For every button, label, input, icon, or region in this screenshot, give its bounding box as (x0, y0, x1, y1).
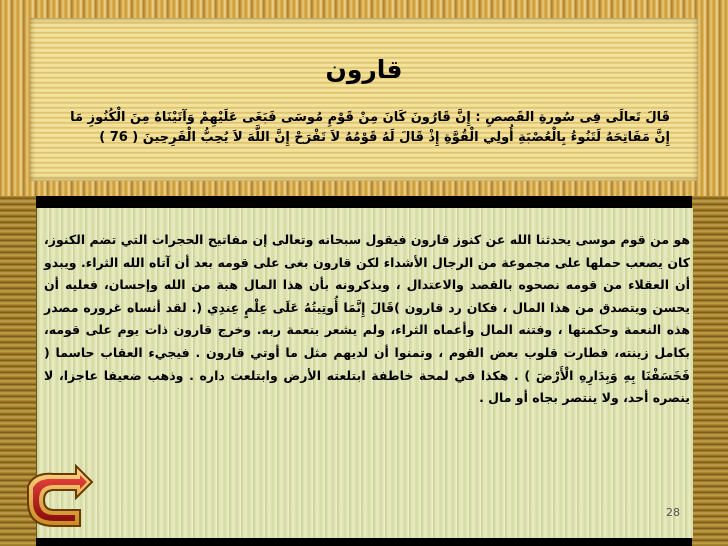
title-panel (30, 18, 698, 181)
slide-title: قارون (325, 55, 403, 84)
title-frame (0, 0, 728, 196)
quran-verse: قَالَ تَعالَى فِى سُورةِ القَصصِ : إِنَّ قَارُونَ كَانَ مِنْ قَوْمِ مُوسَى فَبَغَى عَلَيْهِمْ وَآتَيْنَاهُ مِنَ الْكُنُوزِ مَا إِنَّ مَفَاتِحَهُ لَتَنُوءُ بِالْعُصْبَةِ أُولِي الْقُوَّةِ إِذْ قَالَ لَهُ قَوْمُهُ لاَ تَفْرَحْ إِنَّ اللَّهَ لاَ يُحِبُّ الْفَرِحِينَ ( 76 ) (70, 110, 670, 145)
page-number: 28 (666, 506, 680, 519)
curved-return-arrow-icon[interactable] (20, 464, 94, 536)
right-decorative-bar (692, 196, 728, 546)
story-paragraph: هو من قوم موسى يحدثنا الله عن كنوز قارون فيقول سبحانه وتعالى إن مفاتيح الحجرات التي تضم الكنوز، كان يصعب حملها على مجموعة من الرجال الأشداء لكن قارون بغى على قومه بعد أن آتاه الله الثراء. ويبدو أن العقلاء من قومه نصحوه بالقصد والاعتدال ، ويذكرونه بأن هذا المال هبة من الله وإحسان، فعليه أن يحسن ويتصدق من هذا المال ، فكان رد قارون )قَالَ إِنَّمَا أُوتِيتُهُ عَلَى عِلْمٍ عِندِي (. لقد أنساه غروره مصدر هذه النعمة وحكمتها ، وفتنه المال وأعماه الثراء، ولم يشعر بنعمة ربه. وخرج قارون ذات يوم على قومه، بكامل زينته، فطارت قلوب بعض القوم ، وتمنوا أن لديهم مثل ما أوتي قارون . فيجيء العقاب حاسما ( فَخَسَفْنَا بِهِ وَبِدَارِهِ الْأَرْضَ ) . هكذا في لمحة خاطفة ابتلعته الأرض وابتلعت داره . وذهب ضعيفا عاجزا، لا ينصره أحد، ولا ينتصر بجاه أو مال . (44, 232, 690, 406)
